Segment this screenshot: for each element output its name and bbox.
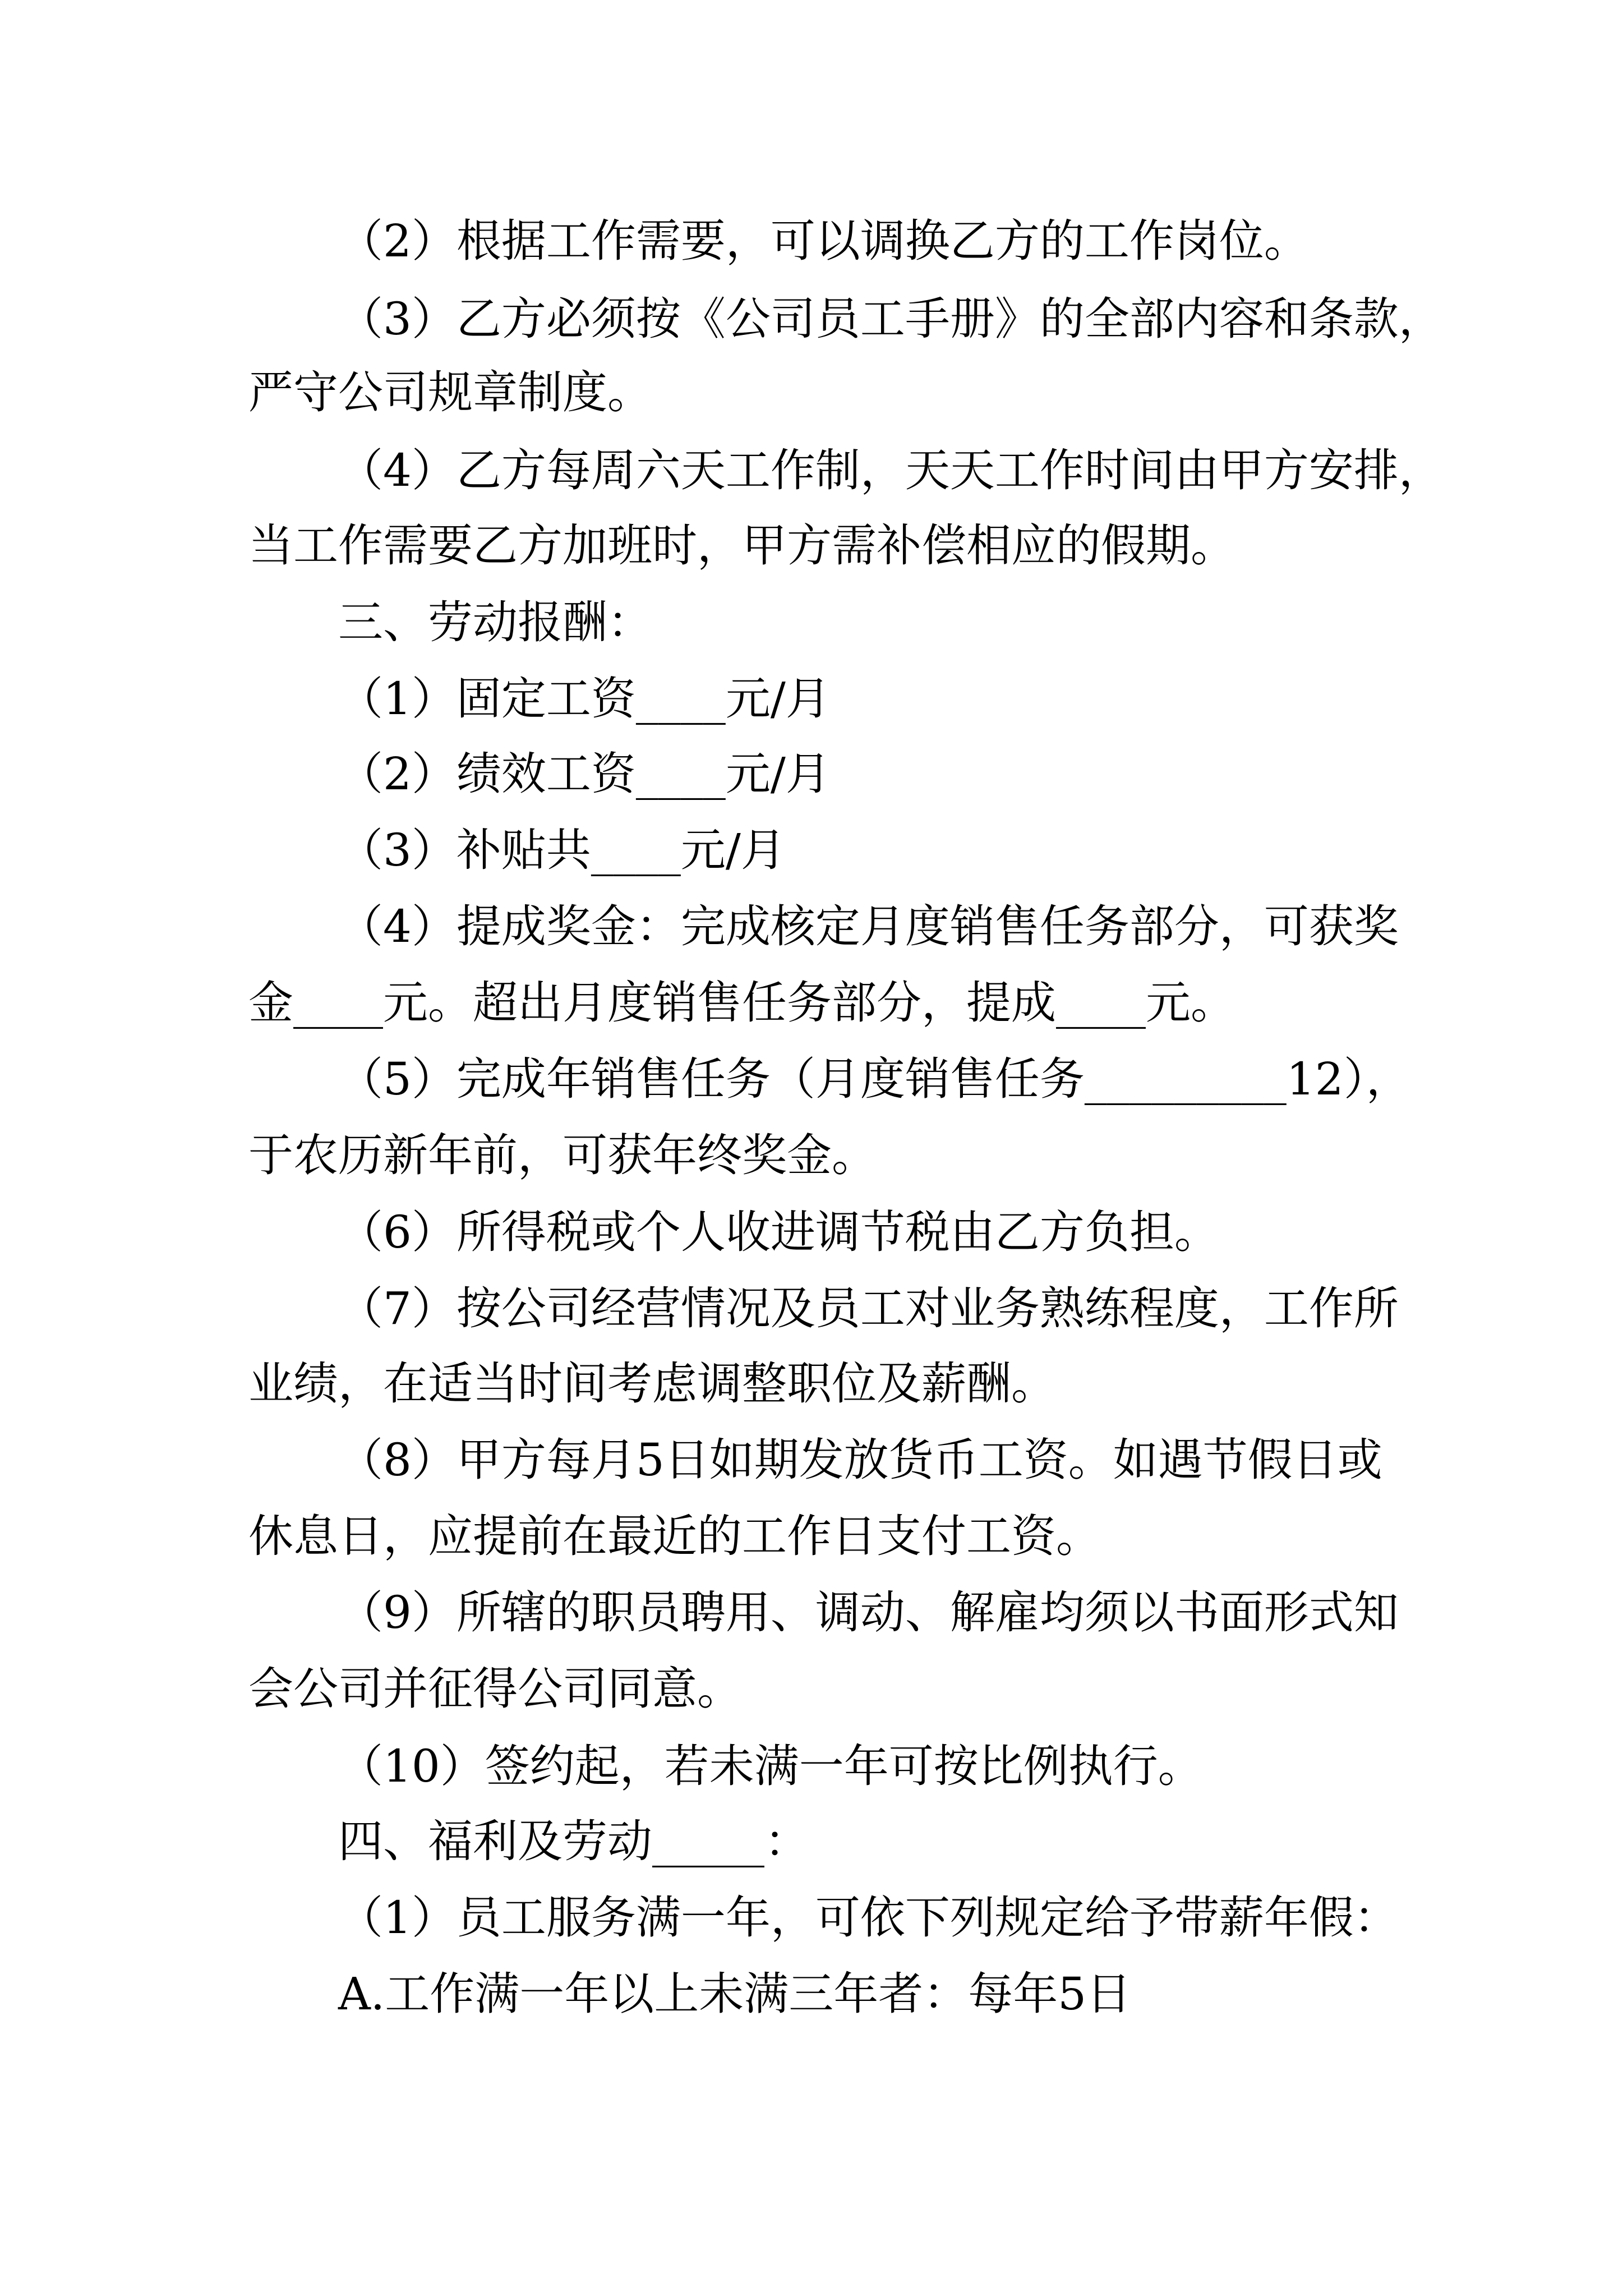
- paragraph-line: （1）员工服务满一年，可依下列规定给予带薪年假：: [338, 1892, 1399, 1944]
- paragraph-line: 会公司并征得公司同意。: [248, 1663, 742, 1715]
- paragraph-line: 金____元。超出月度销售任务部分，提成____元。: [248, 977, 1235, 1029]
- paragraph-line: （2）绩效工资____元/月: [338, 748, 831, 800]
- paragraph-line: （1）固定工资____元/月: [338, 673, 831, 725]
- paragraph-line: 当工作需要乙方加班时，甲方需补偿相应的假期。: [248, 519, 1235, 572]
- paragraph-line: （7）按公司经营情况及员工对业务熟练程度，工作所: [338, 1282, 1399, 1335]
- paragraph-line: （5）完成年销售任务（月度销售任务_________12），: [338, 1053, 1411, 1105]
- paragraph-line: 严守公司规章制度。: [248, 366, 652, 418]
- paragraph-line: （8）甲方每月5日如期发放货币工资。如遇节假日或: [338, 1434, 1382, 1486]
- paragraph-line: （3）补贴共____元/月: [338, 824, 786, 876]
- paragraph-line: （6）所得税或个人收进调节税由乙方负担。: [338, 1206, 1219, 1258]
- paragraph-line: （3）乙方必须按《公司员工手册》的全部内容和条款，: [338, 293, 1444, 345]
- paragraph-line: （4）提成奖金：完成核定月度销售任务部分，可获奖: [338, 900, 1399, 953]
- paragraph-line: 业绩，在适当时间考虑调整职位及薪酬。: [248, 1358, 1056, 1410]
- section-heading: 三、劳动报酬：: [338, 596, 652, 648]
- paragraph-line: 于农历新年前，可获年终奖金。: [248, 1129, 877, 1181]
- paragraph-line: （4）乙方每周六天工作制，天天工作时间由甲方安排，: [338, 444, 1444, 496]
- paragraph-line: （2）根据工作需要，可以调换乙方的工作岗位。: [338, 215, 1309, 267]
- paragraph-line: A.工作满一年以上未满三年者：每年5日: [338, 1968, 1132, 2020]
- paragraph-line: （10）签约起，若未满一年可按比例执行。: [338, 1740, 1203, 1792]
- paragraph-line: 休息日，应提前在最近的工作日支付工资。: [248, 1510, 1101, 1562]
- paragraph-line: （9）所辖的职员聘用、调动、解雇均须以书面形式知: [338, 1586, 1399, 1639]
- section-heading: 四、福利及劳动_____：: [338, 1815, 809, 1867]
